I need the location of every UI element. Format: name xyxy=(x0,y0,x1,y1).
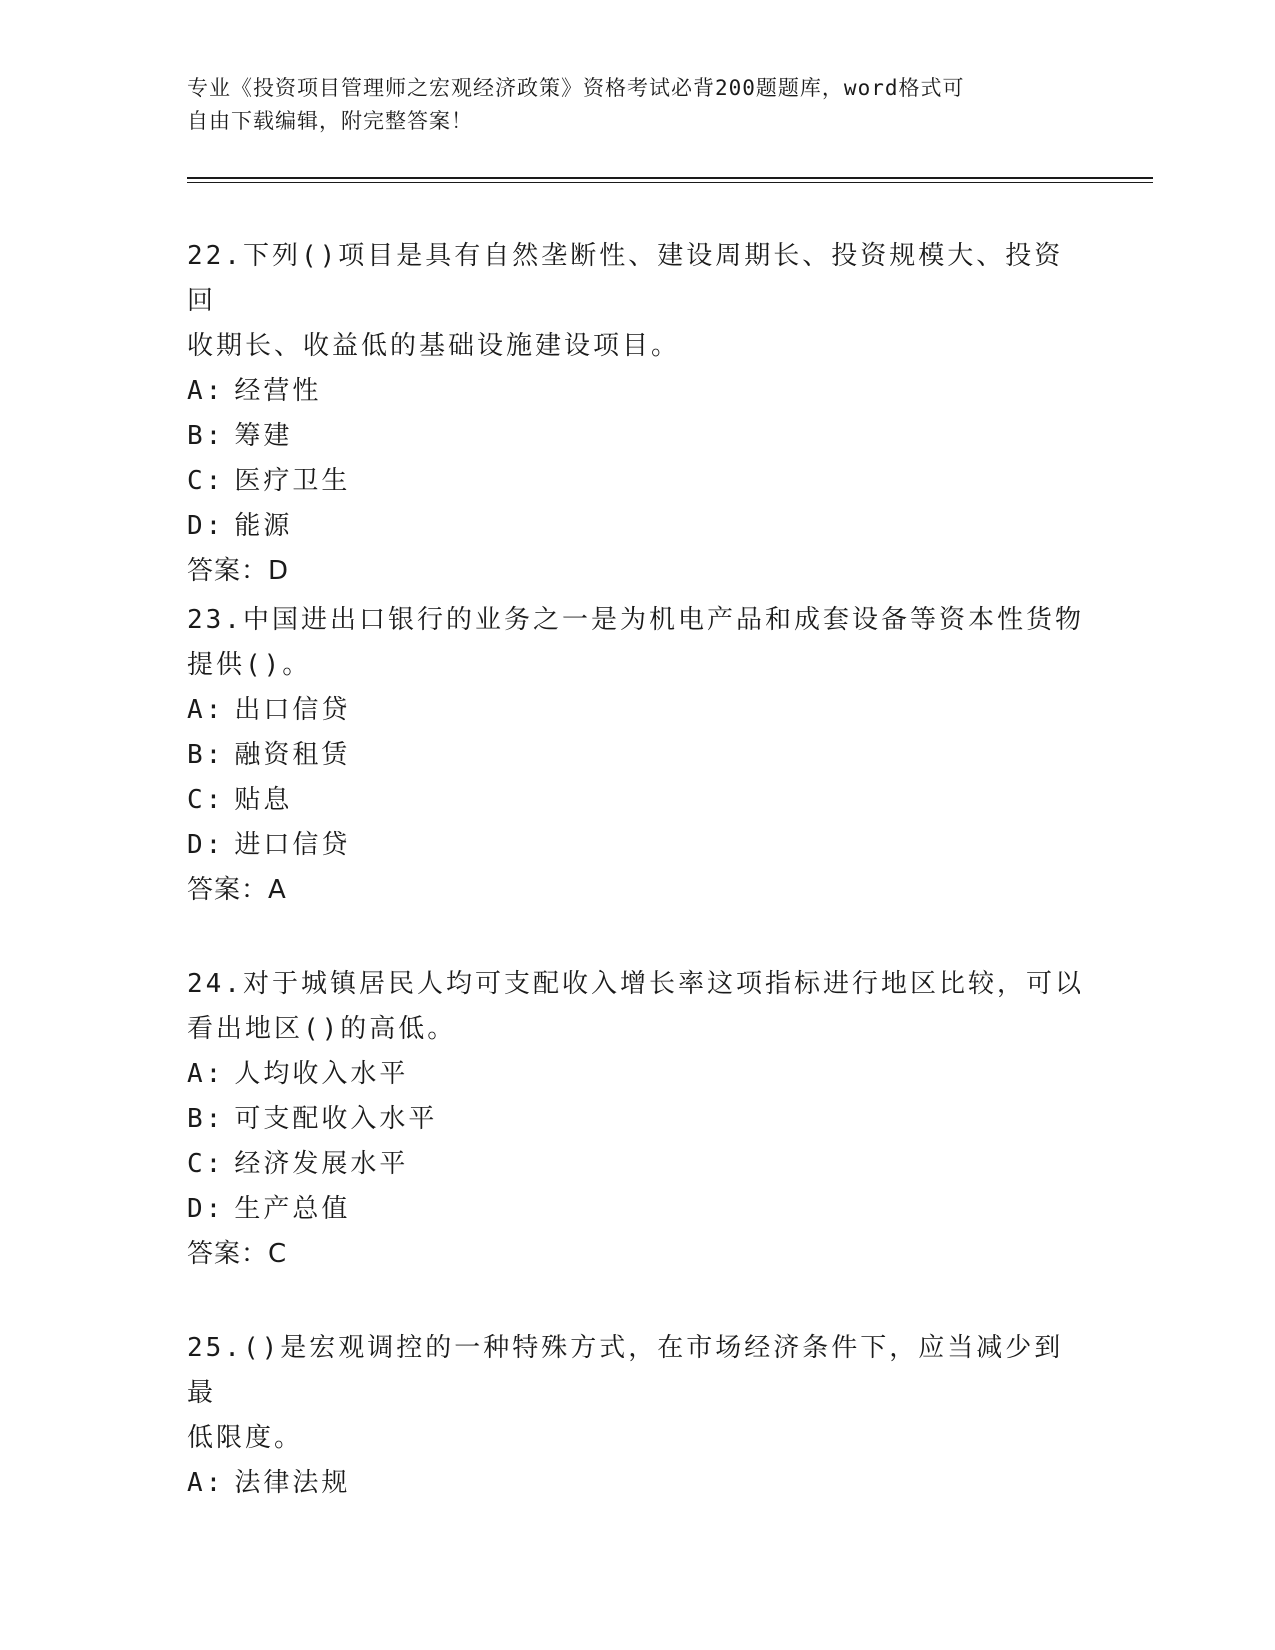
question-stem-line-2: 低限度。 xyxy=(187,1423,304,1453)
question-stem xyxy=(187,1326,1087,1461)
option-key: A: xyxy=(187,1468,225,1498)
question-stem xyxy=(187,598,1087,688)
option-key: A: xyxy=(187,376,225,406)
option-text: 能源 xyxy=(234,511,293,541)
option-text: 出口信贷 xyxy=(234,695,351,725)
question-stem-line-2: 提供()。 xyxy=(187,650,312,680)
option-text: 融资租赁 xyxy=(234,740,351,770)
option-text: 人均收入水平 xyxy=(234,1059,409,1089)
option-key: B: xyxy=(187,1104,225,1134)
option-d xyxy=(187,1187,1087,1232)
option-b xyxy=(187,1097,1087,1142)
question-24 xyxy=(187,962,1087,1277)
question-stem-line-1: 23.中国进出口银行的业务之一是为机电产品和成套设备等资本性货物 xyxy=(187,605,1084,635)
header-divider-thick xyxy=(187,177,1153,179)
option-d xyxy=(187,823,1087,868)
option-text: 医疗卫生 xyxy=(234,466,351,496)
option-key: C: xyxy=(187,785,225,815)
question-stem xyxy=(187,234,1087,369)
question-25 xyxy=(187,1326,1087,1506)
option-text: 筹建 xyxy=(234,421,293,451)
option-c xyxy=(187,1142,1087,1187)
header-line-2: 自由下载编辑，附完整答案！ xyxy=(187,109,473,133)
question-stem-line-2: 看出地区()的高低。 xyxy=(187,1014,457,1044)
question-stem-line-2: 收期长、收益低的基础设施建设项目。 xyxy=(187,331,681,361)
option-key: A: xyxy=(187,1059,225,1089)
option-text: 进口信贷 xyxy=(234,830,351,860)
option-c xyxy=(187,459,1087,504)
option-text: 生产总值 xyxy=(234,1194,351,1224)
option-a xyxy=(187,369,1087,414)
document-header xyxy=(187,72,1067,138)
option-key: B: xyxy=(187,740,225,770)
option-text: 贴息 xyxy=(234,785,293,815)
question-stem-line-1: 24.对于城镇居民人均可支配收入增长率这项指标进行地区比较，可以 xyxy=(187,969,1084,999)
answer: 答案：C xyxy=(187,1239,288,1269)
question-22 xyxy=(187,234,1087,594)
option-key: D: xyxy=(187,1194,225,1224)
answer: 答案：A xyxy=(187,875,287,905)
option-key: D: xyxy=(187,830,225,860)
option-text: 法律法规 xyxy=(234,1468,351,1498)
question-stem-line-1: 22.下列()项目是具有自然垄断性、建设周期长、投资规模大、投资回 xyxy=(187,241,1064,316)
option-a xyxy=(187,1461,1087,1506)
option-a xyxy=(187,688,1087,733)
option-text: 经济发展水平 xyxy=(234,1149,409,1179)
option-d xyxy=(187,504,1087,549)
option-a xyxy=(187,1052,1087,1097)
header-divider-thin xyxy=(187,182,1153,183)
option-key: C: xyxy=(187,1149,225,1179)
option-key: B: xyxy=(187,421,225,451)
question-stem xyxy=(187,962,1087,1052)
answer: 答案：D xyxy=(187,556,290,586)
question-stem-line-1: 25.()是宏观调控的一种特殊方式，在市场经济条件下，应当减少到最 xyxy=(187,1333,1064,1408)
option-key: C: xyxy=(187,466,225,496)
option-b xyxy=(187,414,1087,459)
question-23 xyxy=(187,598,1087,913)
option-b xyxy=(187,733,1087,778)
option-text: 可支配收入水平 xyxy=(234,1104,438,1134)
option-c xyxy=(187,778,1087,823)
option-key: A: xyxy=(187,695,225,725)
header-line-1: 专业《投资项目管理师之宏观经济政策》资格考试必背200题题库，word格式可 xyxy=(187,76,965,100)
option-text: 经营性 xyxy=(234,376,322,406)
option-key: D: xyxy=(187,511,225,541)
